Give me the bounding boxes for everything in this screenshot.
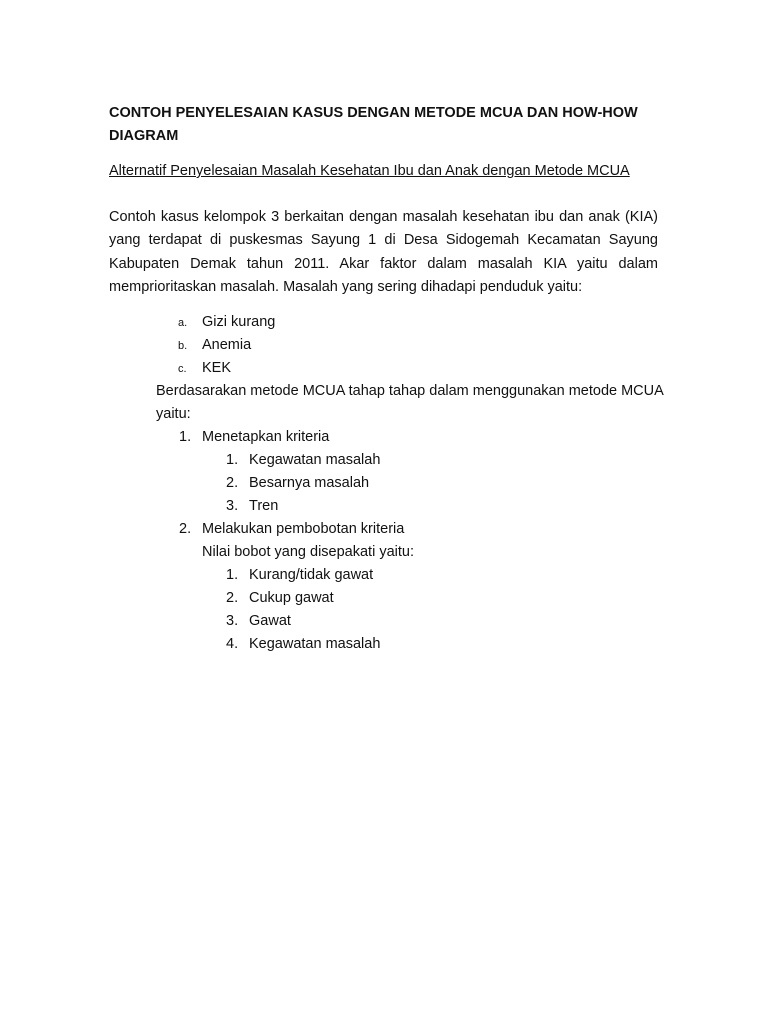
list-marker: 3.	[226, 498, 239, 514]
step-marker: 1.	[179, 429, 192, 445]
document-subtitle: Alternatif Penyelesaian Masalah Kesehatan Ibu dan Anak dengan Metode MCUA	[109, 163, 630, 179]
list-item-label: Anemia	[202, 337, 252, 353]
list-item-label: Kegawatan masalah	[249, 452, 381, 468]
list-item-label: Gizi kurang	[202, 314, 276, 330]
list-marker: b.	[178, 340, 188, 352]
list-marker: 2.	[226, 590, 239, 606]
case-paragraph: Contoh kasus kelompok 3 berkaitan dengan masalah kesehatan ibu dan anak (KIA) yang terdapat di puskesmas Sayung 1 di Desa Sidogemah Kecamatan Sayung Kabupaten Demak tahun 2011. Akar faktor dalam masalah KIA yaitu dalam memprioritaskan masalah. Masalah yang sering dihadapi penduduk yaitu:	[109, 209, 658, 295]
step-marker: 2.	[179, 521, 192, 537]
method-intro: Berdasarakan metode MCUA tahap tahap dalam menggunakan metode MCUA yaitu:	[156, 383, 663, 422]
list-marker: 4.	[226, 636, 239, 652]
list-item-label: Tren	[249, 498, 279, 514]
list-marker: a.	[178, 317, 188, 329]
list-item-label: Kurang/tidak gawat	[249, 567, 374, 583]
list-marker: 1.	[226, 567, 239, 583]
step-label: Menetapkan kriteria	[202, 429, 330, 445]
list-item-label: Besarnya masalah	[249, 475, 370, 491]
step-label: Melakukan pembobotan kriteria	[202, 521, 405, 537]
step-note: Nilai bobot yang disepakati yaitu:	[202, 544, 414, 560]
list-marker: 3.	[226, 613, 239, 629]
list-item-label: KEK	[202, 360, 232, 376]
list-item-label: Kegawatan masalah	[249, 636, 381, 652]
list-item-label: Gawat	[249, 613, 291, 629]
document-title: CONTOH PENYELESAIAN KASUS DENGAN METODE MCUA DAN HOW-HOW DIAGRAM	[109, 105, 638, 144]
list-marker: c.	[178, 363, 187, 375]
list-marker: 2.	[226, 475, 239, 491]
list-item-label: Cukup gawat	[249, 590, 334, 606]
list-marker: 1.	[226, 452, 239, 468]
